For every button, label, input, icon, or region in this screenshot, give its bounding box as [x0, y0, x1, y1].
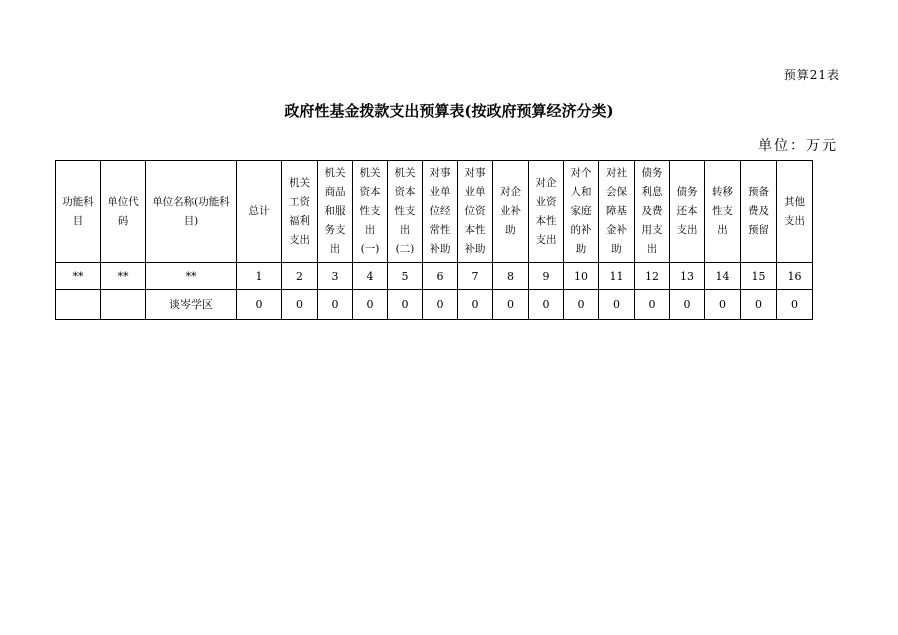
index-cell: **	[56, 263, 101, 290]
index-cell: 4	[353, 263, 388, 290]
index-cell: **	[146, 263, 237, 290]
data-cell: 0	[318, 290, 353, 320]
header-cell: 其他支出	[777, 161, 813, 263]
index-cell: 11	[599, 263, 635, 290]
page-title: 政府性基金拨款支出预算表(按政府预算经济分类)	[284, 102, 614, 120]
header-cell: 功能科目	[56, 161, 101, 263]
index-cell: 2	[282, 263, 318, 290]
header-cell: 机关工资福利支出	[282, 161, 318, 263]
data-cell: 0	[777, 290, 813, 320]
index-cell: 9	[529, 263, 564, 290]
data-cell: 0	[423, 290, 458, 320]
index-cell: 15	[741, 263, 777, 290]
index-row	[56, 263, 813, 290]
data-cell: 0	[705, 290, 741, 320]
header-cell: 对事业单位经常性补助	[423, 161, 458, 263]
index-cell: 3	[318, 263, 353, 290]
table-row	[56, 290, 813, 320]
index-cell: 7	[458, 263, 493, 290]
header-cell: 单位代码	[101, 161, 146, 263]
data-cell: 0	[458, 290, 493, 320]
header-cell: 机关资本性支出(一)	[353, 161, 388, 263]
header-cell: 单位名称(功能科目)	[146, 161, 237, 263]
index-cell: 8	[493, 263, 529, 290]
data-cell: 0	[237, 290, 282, 320]
header-cell: 转移性支出	[705, 161, 741, 263]
header-cell: 对社会保障基金补助	[599, 161, 635, 263]
index-cell: **	[101, 263, 146, 290]
data-cell: 0	[635, 290, 670, 320]
budget-table	[55, 160, 813, 320]
index-cell: 12	[635, 263, 670, 290]
data-cell: 0	[353, 290, 388, 320]
data-cell: 0	[670, 290, 705, 320]
header-cell: 对个人和家庭的补助	[564, 161, 599, 263]
header-cell: 债务还本支出	[670, 161, 705, 263]
index-cell: 6	[423, 263, 458, 290]
index-cell: 5	[388, 263, 423, 290]
unit-label: 单位：万元	[758, 138, 838, 154]
header-cell: 对企业资本性支出	[529, 161, 564, 263]
header-cell: 总计	[237, 161, 282, 263]
index-cell: 1	[237, 263, 282, 290]
table-number: 预算21表	[783, 68, 840, 82]
data-cell: 0	[282, 290, 318, 320]
header-cell: 预备费及预留	[741, 161, 777, 263]
data-cell	[56, 290, 101, 320]
header-row	[56, 161, 813, 263]
header-cell: 对企业补助	[493, 161, 529, 263]
data-cell: 0	[741, 290, 777, 320]
data-cell	[101, 290, 146, 320]
index-cell: 13	[670, 263, 705, 290]
header-cell: 债务利息及费用支出	[635, 161, 670, 263]
data-cell: 0	[388, 290, 423, 320]
index-cell: 14	[705, 263, 741, 290]
header-cell: 机关商品和服务支出	[318, 161, 353, 263]
header-cell: 对事业单位资本性补助	[458, 161, 493, 263]
index-cell: 10	[564, 263, 599, 290]
index-cell: 16	[777, 263, 813, 290]
data-cell: 0	[493, 290, 529, 320]
data-cell: 0	[599, 290, 635, 320]
data-cell: 0	[529, 290, 564, 320]
header-cell: 机关资本性支出(二)	[388, 161, 423, 263]
data-cell: 0	[564, 290, 599, 320]
data-cell: 谈岑学区	[146, 290, 237, 320]
